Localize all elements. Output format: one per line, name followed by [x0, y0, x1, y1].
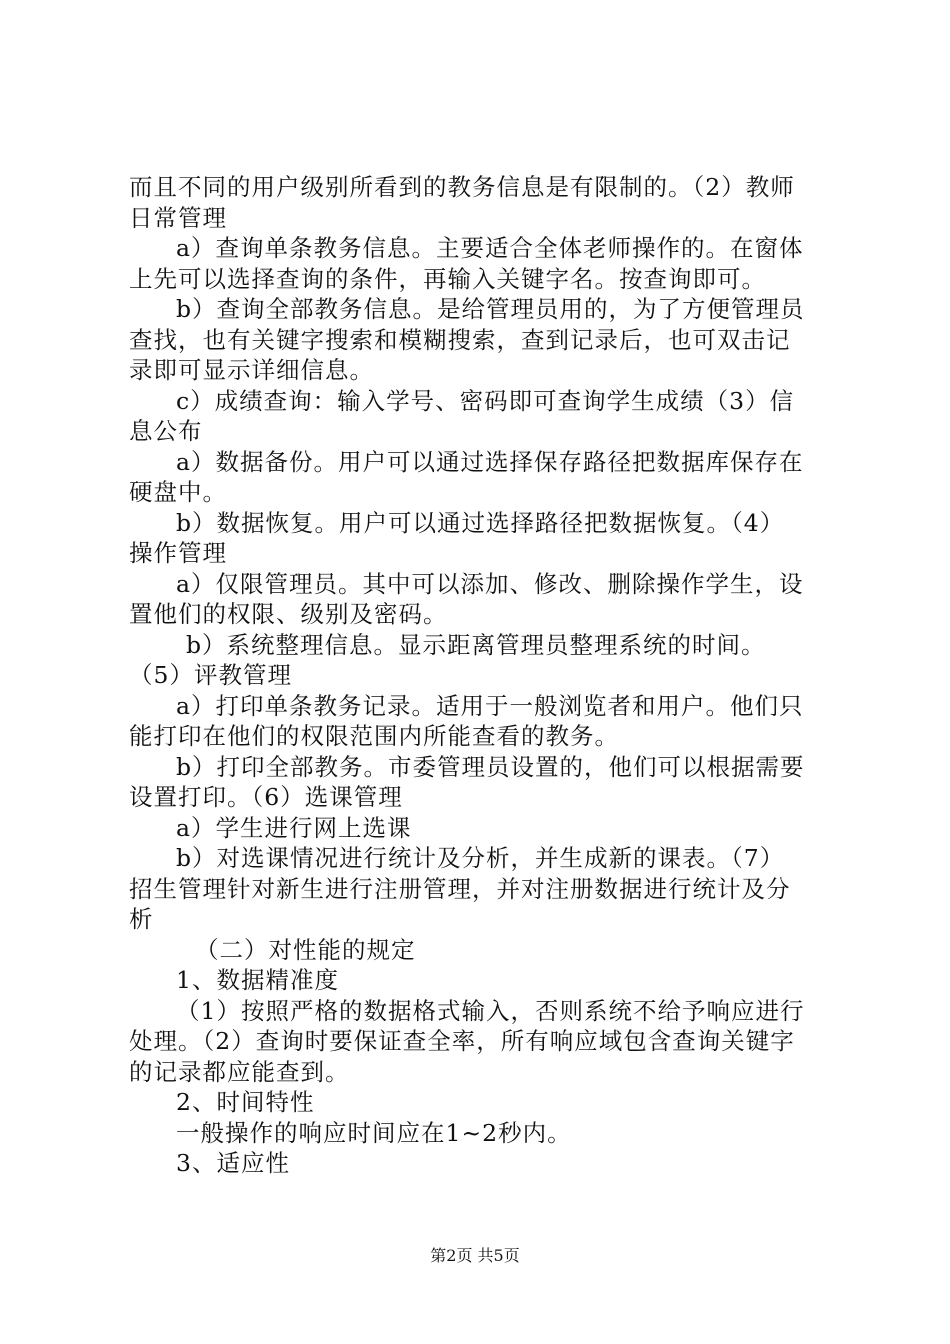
page-footer [0, 1243, 950, 1266]
text-line: b）数据恢复。用户可以通过选择路径把数据恢复。（4） [176, 508, 785, 537]
text-line: a）查询单条教务信息。主要适合全体老师操作的。在窗体 [176, 234, 804, 262]
text-line: 处理。（2）查询时要保证查全率，所有响应域包含查询关键字 [129, 1027, 795, 1055]
text-line: 1、数据精准度 [176, 966, 339, 994]
text-line: （5）评教管理 [129, 661, 292, 689]
document-body [129, 172, 833, 1179]
text-line: a）学生进行网上选课 [176, 813, 412, 842]
text-line: 而且不同的用户级别所看到的教务信息是有限制的。（2）教师 [129, 173, 795, 201]
text-line: 操作管理 [129, 539, 227, 567]
text-line: 3、适应性 [176, 1149, 290, 1177]
text-line: 能打印在他们的权限范围内所能查看的教务。 [129, 722, 619, 750]
text-line: 息公布 [129, 417, 203, 445]
text-line: 上先可以选择查询的条件，再输入关键字名。按查询即可。 [129, 264, 766, 293]
text-line: 硬盘中。 [129, 478, 227, 506]
text-line: a）打印单条教务记录。适用于一般浏览者和用户。他们只 [176, 691, 804, 720]
text-line: （1）按照严格的数据格式输入，否则系统不给予响应进行 [176, 996, 805, 1025]
text-line: 招生管理针对新生进行注册管理，并对注册数据进行统计及分 [129, 874, 791, 903]
text-line: 的记录都应能查到。 [129, 1057, 350, 1086]
text-line: 2、时间特性 [176, 1088, 315, 1116]
text-line: 设置打印。（6）选课管理 [129, 783, 403, 811]
text-line: 查找，也有关键字搜索和模糊搜索，查到记录后，也可双击记 [129, 325, 791, 354]
text-line: 置他们的权限、级别及密码。 [129, 600, 448, 628]
text-line: 一般操作的响应时间应在1~2秒内。 [176, 1118, 572, 1147]
text-line: 日常管理 [129, 203, 227, 232]
text-line: （二）对性能的规定 [195, 935, 416, 964]
text-line: b）对选课情况进行统计及分析，并生成新的课表。（7） [176, 844, 785, 872]
text-line: 录即可显示详细信息。 [129, 356, 374, 384]
text-line: 析 [129, 905, 154, 933]
text-line: a）数据备份。用户可以通过选择保存路径把数据库保存在 [176, 447, 804, 476]
text-line: a）仅限管理员。其中可以添加、修改、删除操作学生，设 [176, 569, 804, 598]
text-line: b）查询全部教务信息。是给管理员用的，为了方便管理员 [176, 295, 805, 323]
page-number: 第2页 共5页 [430, 1246, 520, 1265]
text-line: b）系统整理信息。显示距离管理员整理系统的时间。 [186, 630, 766, 659]
text-line: b）打印全部教务。市委管理员设置的，他们可以根据需要 [176, 752, 805, 781]
text-line: c）成绩查询：输入学号、密码即可查询学生成绩（3）信 [176, 386, 795, 415]
